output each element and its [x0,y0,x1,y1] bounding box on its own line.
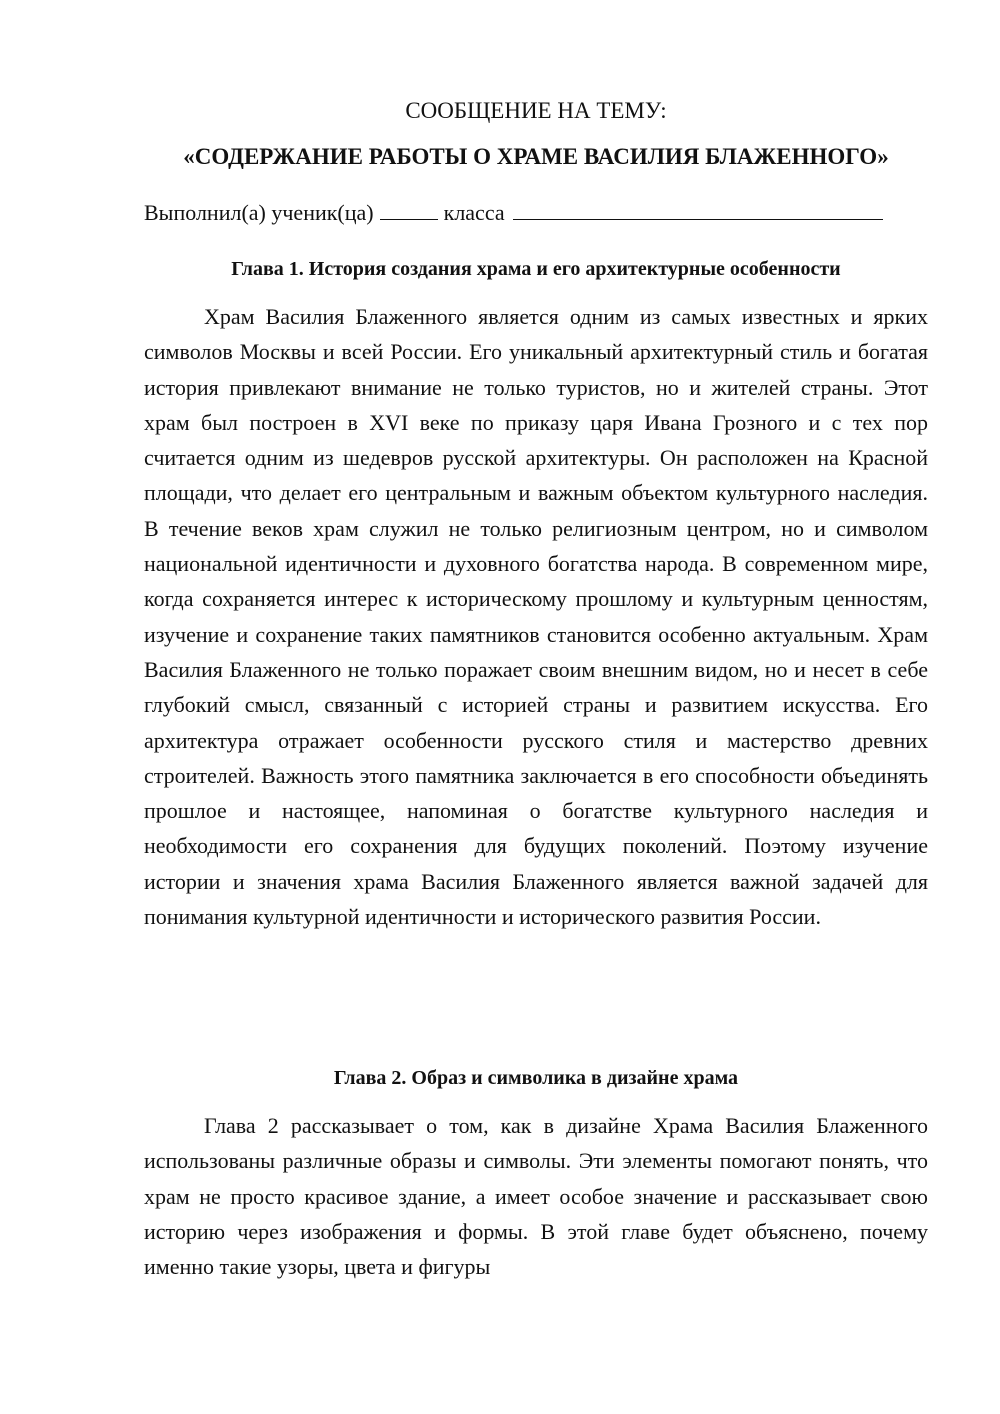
student-name-blank [513,199,883,220]
class-label: класса [443,200,505,225]
chapter-2-heading: Глава 2. Образ и символика в дизайне храма [333,1067,739,1089]
chapter-2-paragraph: Глава 2 рассказывает о том, как в дизайне Храма Василия Блаженного использованы различные образы и символы. Эти элементы помогают понять, что храм не просто красивое здание, а имеет особое значение и рассказывает свою историю через изображения и формы. В этой главе будет объяснено, почему именно такие узоры, цвета и фигуры [144,1113,928,1280]
class-number-blank [380,199,438,220]
chapter-1-heading: Глава 1. История создания храма и его архитектурные особенности [231,258,841,280]
author-label: Выполнил(а) ученик(ца) [144,200,374,225]
author-line [144,198,928,228]
document-topic-label: СООБЩЕНИЕ НА ТЕМУ: [405,98,667,123]
document-title: «СОДЕРЖАНИЕ РАБОТЫ О ХРАМЕ ВАСИЛИЯ БЛАЖЕННОГО» [183,144,889,169]
chapter-1-paragraph: Храм Василия Блаженного является одним из самых известных и ярких символов Москвы и всей России. Его уникальный архитектурный стиль и богатая история привлекают внимание не только туристов, но и жителей страны. Этот храм был построен в XVI веке по приказу царя Ивана Грозного и с тех пор считается одним из шедевров русской архитектуры. Он расположен на Красной площади, что делает его центральным и важным объектом культурного наследия. В течение веков храм служил не только религиозным центром, но и символом национальной идентичности и духовного богатства народа. В современном мире, когда сохраняется интерес к историческому прошлому и культурным ценностям, изучение и сохранение таких памятников становится особенно актуальным. Храм Василия Блаженного не только поражает своим внешним видом, но и несет в себе глубокий смысл, связанный с историей страны и развитием искусства. Его архитектура отражает особенности русского стиля и мастерство древних строителей. Важность этого памятника заключается в его способности объединять прошлое и настоящее, напоминая о богатстве культурного наследия и необходимости его сохранения для будущих поколений. Поэтому изучение истории и значения храма Василия Блаженного является важной задачей для понимания культурной идентичности и исторического развития России. [144,304,928,930]
